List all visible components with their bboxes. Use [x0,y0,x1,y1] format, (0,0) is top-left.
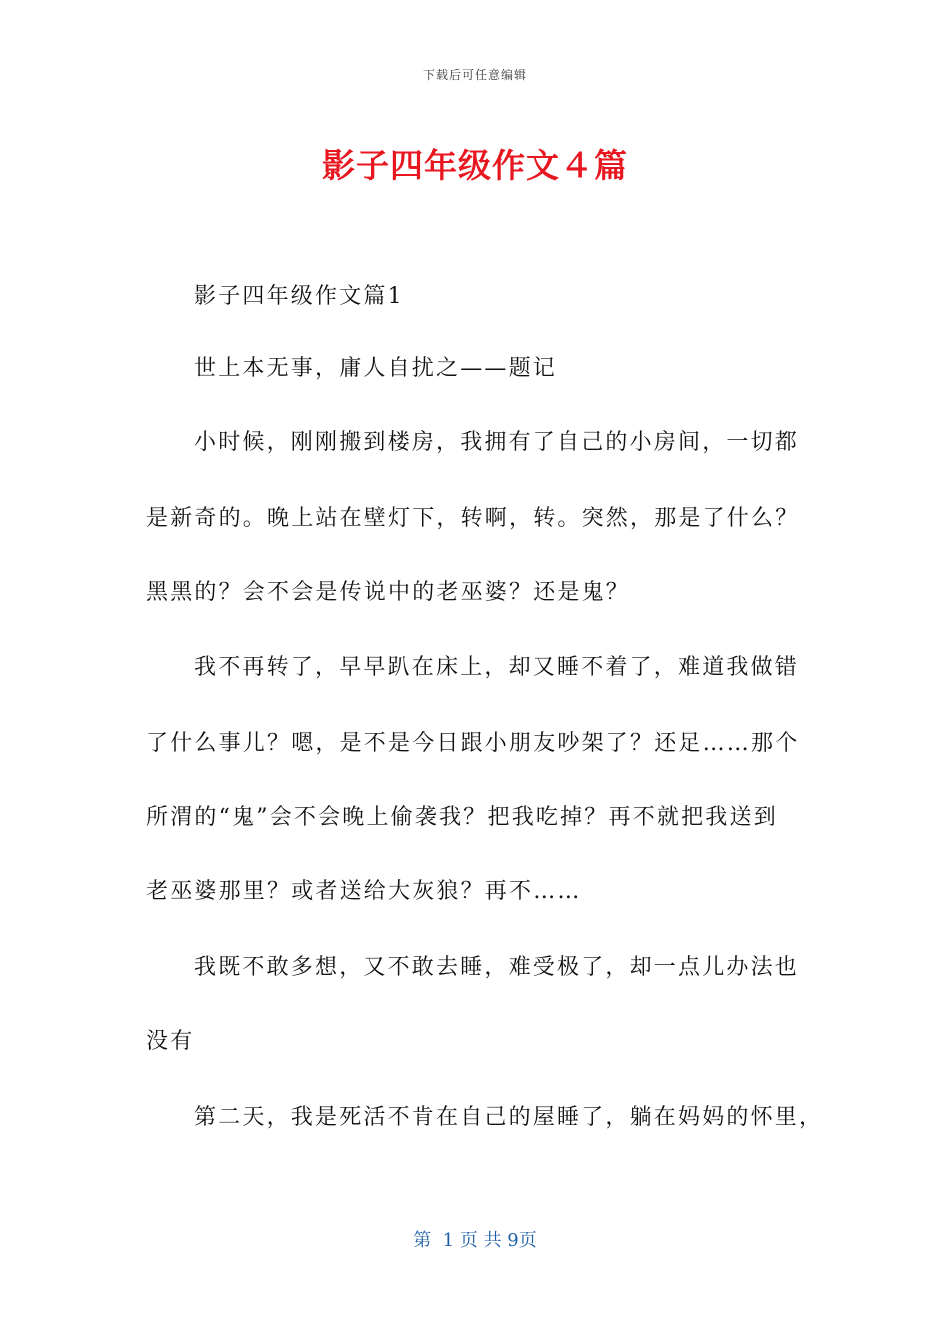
paragraph-line: 没有 [146,1029,195,1054]
paragraph-line: 所渭的“鬼”会不会晚上偷袭我？把我吃掉？再不就把我送到 [146,805,778,830]
paragraph-line: 黑黑的？会不会是传说中的老巫婆？还是鬼？ [146,580,631,605]
paragraph-line: 第二天，我是死活不肯在自己的屋睡了，躺在妈妈的怀里， [194,1105,824,1130]
epigraph-line: 世上本无事，庸人自扰之——题记 [194,356,558,381]
page-number-footer: 第 1 页 共 9页 [413,1230,537,1251]
document-title: 影子四年级作文４篇 [322,146,628,185]
header-note: 下载后可任意编辑 [422,68,527,82]
paragraph-line: 我不再转了，早早趴在床上，却又睡不着了，难道我做错 [194,655,800,680]
section-heading: 影子四年级作文篇1 [194,284,404,309]
paragraph-line: 了什么事儿？嗯，是不是今日跟小朋友吵架了？还足……那个 [146,731,800,756]
paragraph-line: 老巫婆那里？或者送给大灰狼？再不…… [146,879,582,904]
paragraph-line: 是新奇的。晚上站在壁灯下，转啊，转。突然，那是了什么？ [146,506,800,531]
paragraph-line: 小时候，刚刚搬到楼房，我拥有了自己的小房间，一切都 [194,430,800,455]
paragraph-line: 我既不敢多想，又不敢去睡，难受极了，却一点儿办法也 [194,955,800,980]
